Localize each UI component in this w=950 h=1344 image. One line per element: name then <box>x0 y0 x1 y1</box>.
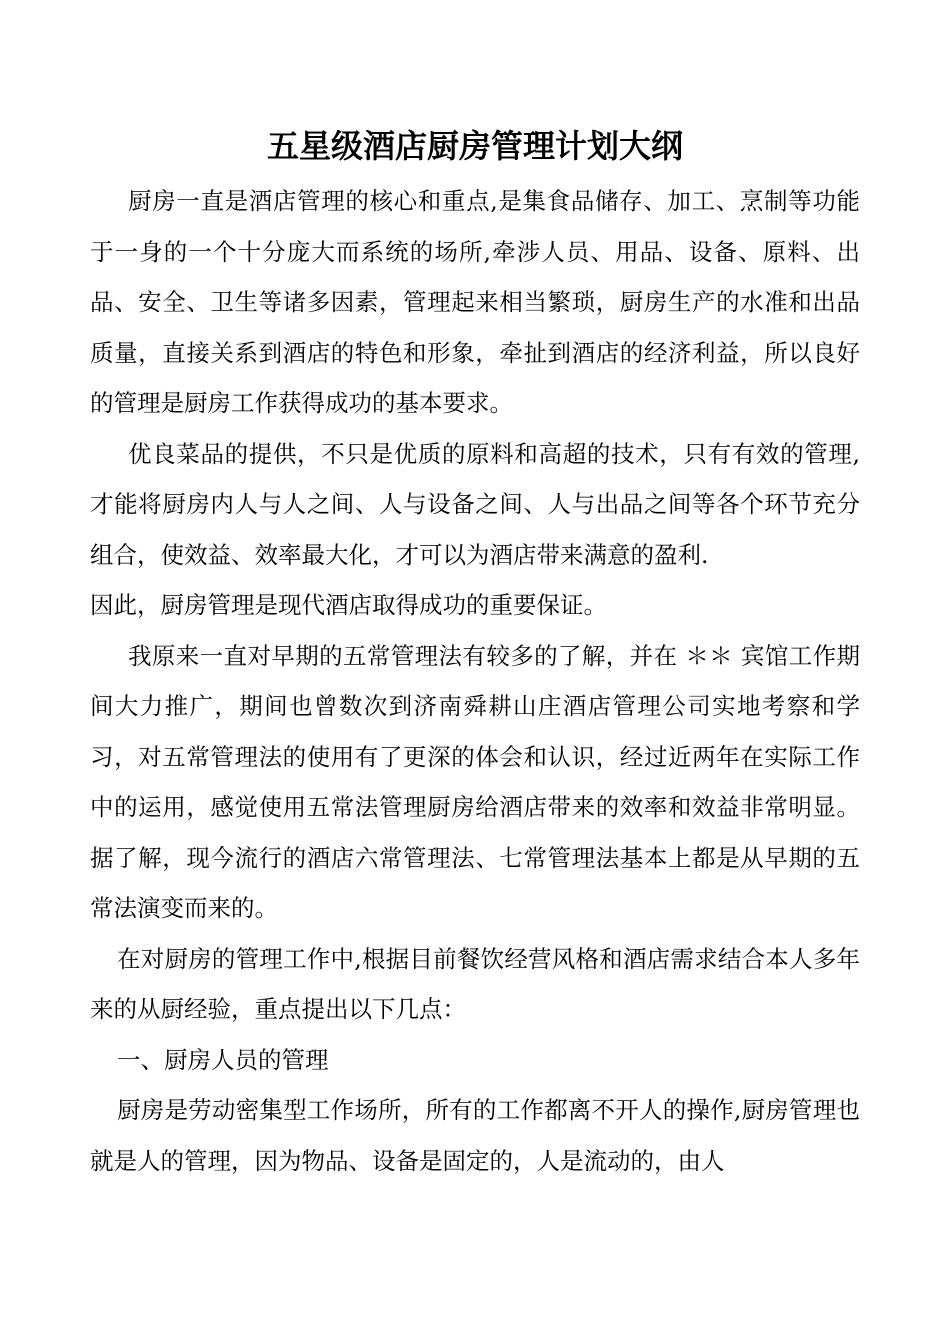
paragraph-staff-management: 厨房是劳动密集型工作场所，所有的工作都离不开人的操作,厨房管理也就是人的管理，因为物品、设备是固定的，人是流动的，由人 <box>90 1096 860 1175</box>
paragraph-intro: 厨房一直是酒店管理的核心和重点,是集食品储存、加工、烹制等功能于一身的一个十分庞大而系统的场所,牵涉人员、用品、设备、原料、出品、安全、卫生等诸多因素，管理起来相当繁琐，厨房生产的水准和出品质量，直接关系到酒店的特色和形象，牵扯到酒店的经济利益，所以良好的管理是厨房工作获得成功的基本要求。 <box>90 187 860 417</box>
document-body <box>90 176 860 1186</box>
paragraph-key-points-intro: 在对厨房的管理工作中,根据目前餐饮经营风格和酒店需求结合本人多年来的从厨经验，重点提出以下几点： <box>90 944 860 1023</box>
document-title: 五星级酒店厨房管理计划大纲 <box>266 127 683 165</box>
paragraph-five-s-experience: 我原来一直对早期的五常管理法有较多的了解，并在 ＊＊ 宾馆工作期间大力推广，期间也曾数次到济南舜耕山庄酒店管理公司实地考察和学习，对五常管理法的使用有了更深的体会和认识，经过近两年在实际工作中的运用，感觉使用五常法管理厨房给酒店带来的效率和效益非常明显。据了解，现今流行的酒店六常管理法、七常管理法基本上都是从早期的五常法演变而来的。 <box>90 641 860 922</box>
paragraph-conclusion: 因此，厨房管理是现代酒店取得成功的重要保证。 <box>90 591 607 619</box>
paragraph-quality-dishes: 优良菜品的提供，不只是优质的原料和高超的技术，只有有效的管理,才能将厨房内人与人之间、人与设备之间、人与出品之间等各个环节充分组合，使效益、效率最大化，才可以为酒店带来满意的盈利. <box>90 439 860 569</box>
section-heading-staff-management: 一、厨房人员的管理 <box>117 1045 329 1074</box>
